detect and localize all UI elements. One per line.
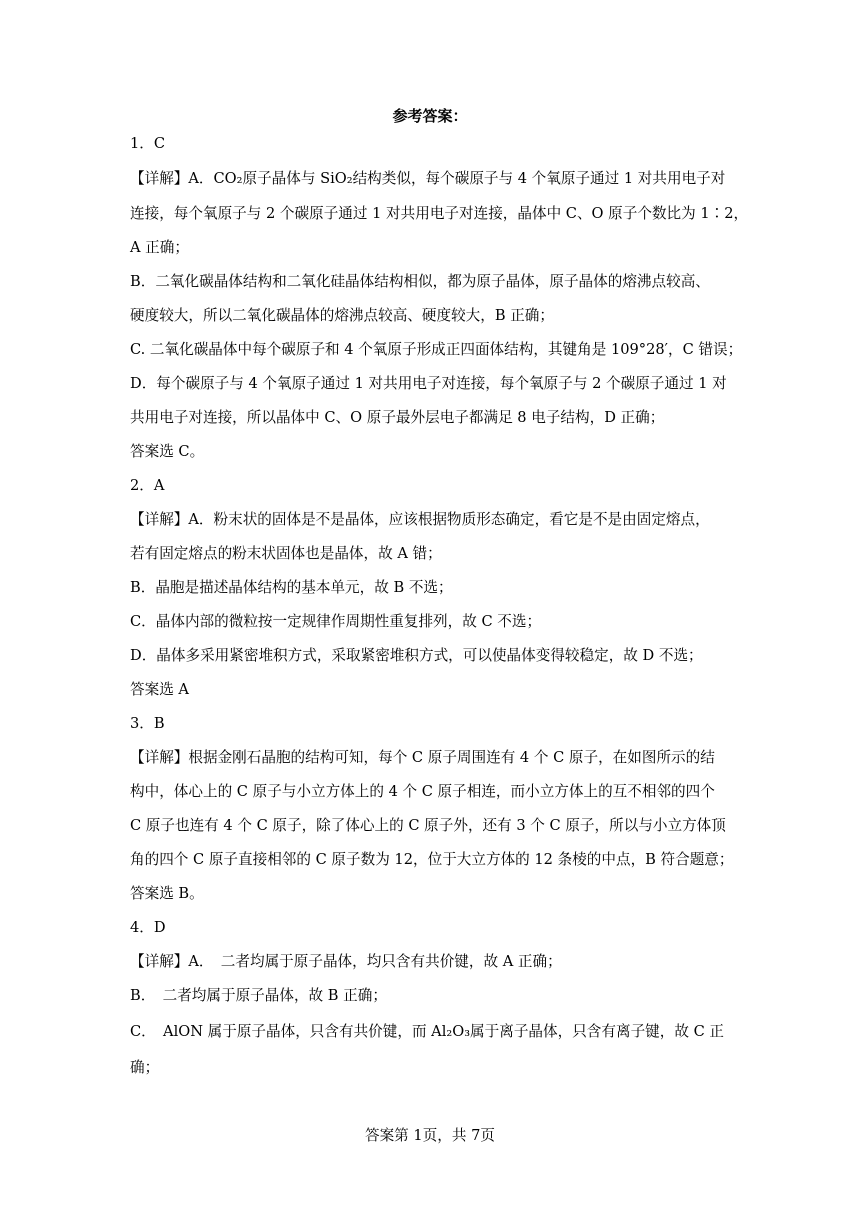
- answer-line: B． 二者均属于原子晶体，故 B 正确；: [130, 987, 387, 1004]
- answer-line: C．晶体内部的微粒按一定规律作周期性重复排列，故 C 不选；: [130, 613, 542, 630]
- answer-line: 角的四个 C 原子直接相邻的 C 原子数为 12，位于大立方体的 12 条棱的中点，B 符合题意；: [130, 851, 734, 868]
- answer-line: 【详解】A．粉末状的固体是不是晶体，应该根据物质形态确定，看它是不是由固定熔点，: [130, 511, 710, 528]
- answer-line: 确；: [130, 1059, 160, 1076]
- question-number: 3．B: [130, 715, 165, 732]
- answer-line: 若有固定熔点的粉末状固体也是晶体，故 A 错；: [130, 545, 442, 562]
- answer-line: C 原子也连有 4 个 C 原子，除了体心上的 C 原子外，还有 3 个 C 原子，所以与小立方体顶: [130, 817, 726, 834]
- answer-line: 答案选 A: [130, 681, 189, 698]
- question-number: 4．D: [130, 919, 166, 936]
- answer-line: 连接，每个氧原子与 2 个碳原子通过 1 对共用电子对连接，晶体中 C、O 原子个数比为 1∶2，: [130, 205, 749, 222]
- answer-line: D．晶体多采用紧密堆积方式，采取紧密堆积方式，可以使晶体变得较稳定，故 D 不选；: [130, 647, 703, 664]
- answer-line: 1．C: [130, 135, 166, 152]
- answer-line: 答案选 B。: [130, 885, 204, 902]
- answer-line: 构中，体心上的 C 原子与小立方体上的 4 个 C 原子相连，而小立方体上的互不相邻的四个: [130, 783, 715, 800]
- answer-line: 答案选 C。: [130, 443, 205, 460]
- page-title: 参考答案：: [392, 107, 468, 125]
- page-footer: 答案第 1页，共 7页: [364, 1127, 495, 1144]
- answer-line: D．每个碳原子与 4 个氧原子通过 1 对共用电子对连接，每个氧原子与 2 个碳原子通过 1 对: [130, 375, 727, 392]
- answer-line: A 正确；: [130, 239, 189, 256]
- answer-line: B．晶胞是描述晶体结构的基本单元，故 B 不选；: [130, 579, 453, 596]
- answer-line: 共用电子对连接，所以晶体中 C、O 原子最外层电子都满足 8 电子结构，D 正确；: [130, 409, 665, 426]
- answer-line: C. 二氧化碳晶体中每个碳原子和 4 个氧原子形成正四面体结构，其键角是 109°28′，C 错误；: [130, 341, 743, 358]
- answer-line: C． AlON 属于原子晶体，只含有共价键，而 Al₂O₃属于离子晶体，只含有离子键，故 C 正: [130, 1023, 724, 1040]
- answer-line: 【详解】A． 二者均属于原子晶体，均只含有共价键，故 A 正确；: [130, 953, 562, 970]
- answer-line: B．二氧化碳晶体结构和二氧化硅晶体结构相似，都为原子晶体，原子晶体的熔沸点较高、: [130, 273, 710, 290]
- answer-line: 【详解】根据金刚石晶胞的结构可知，每个 C 原子周围连有 4 个 C 原子，在如图所示的结: [130, 749, 715, 766]
- question-number: 2．A: [130, 477, 165, 494]
- answer-line: 【详解】A．CO₂原子晶体与 SiO₂结构类似，每个碳原子与 4 个氧原子通过 1 对共用电子对: [130, 170, 726, 187]
- answer-line: 硬度较大，所以二氧化碳晶体的熔沸点较高、硬度较大，B 正确；: [130, 307, 554, 324]
